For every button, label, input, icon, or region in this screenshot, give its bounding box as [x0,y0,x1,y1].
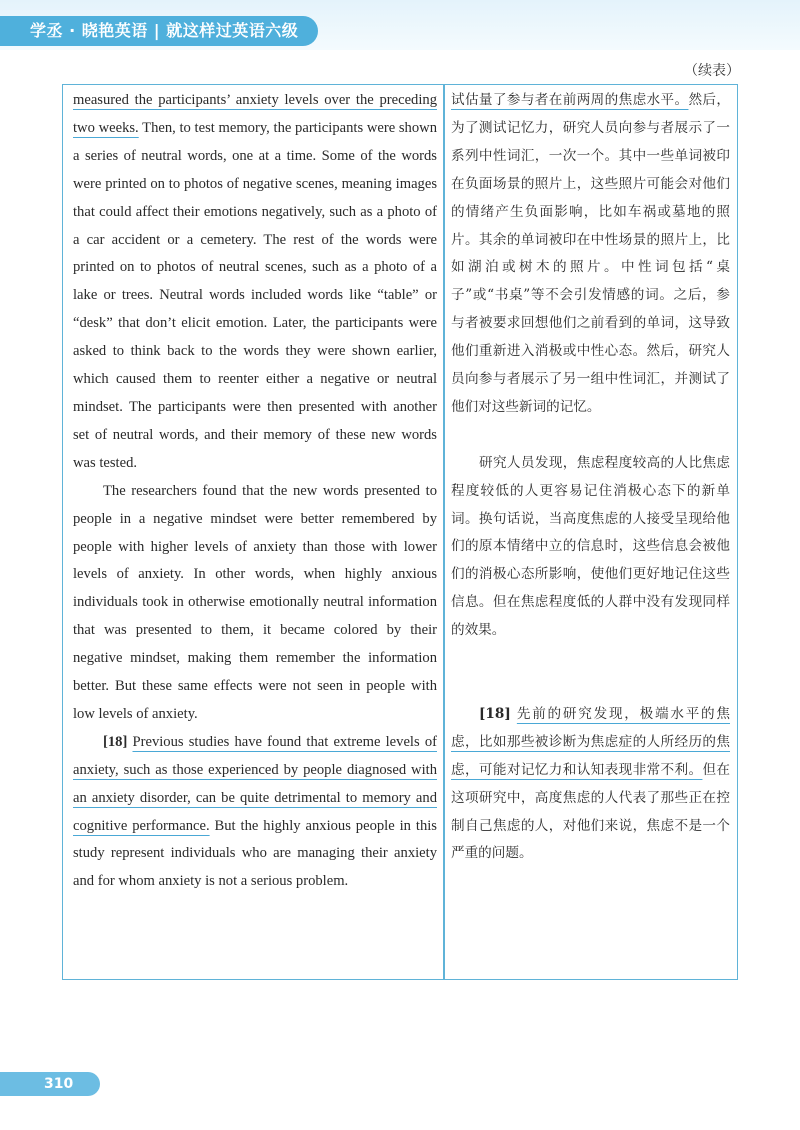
page-number: 310 [0,1072,100,1096]
english-underlined-sentence: Previous studies have found that extreme levels of anxiety, such as those experienced by people diagnosed with an anxiety disorder, can be quite detrimental to memory and cognitive performance. [73,733,437,834]
question-number: [18] [479,705,511,722]
chinese-text: 然后，为了测试记忆力，研究人员向参与者展示了一系列中性词汇，一次一个。其中一些单词被印在负面场景的照片上，这些照片可能会对他们的情绪产生负面影响，比如车祸或墓地的照片。其余的单词被印在中性场景的照片上，比如湖泊或树木的照片。中性词包括“桌子”或“书桌”等不会引发情感的词。之后，参与者被要求回想他们之前看到的单词，这导致他们重新进入消极或中性心态。然后，研究人员向参与者展示了另一组中性词汇，并测试了他们对这些新词的记忆。 [451,92,730,415]
chinese-underlined-sentence: 试估量了参与者在前两周的焦虑水平。 [451,92,689,108]
chinese-paragraph-2: 研究人员发现，焦虑程度较高的人比焦虑程度较低的人更容易记住消极心态下的新单词。换句话说，当高度焦虑的人接受呈现给他们的原本情绪中立的信息时，这些信息会被他们的消极心态所影响，使他们更好地记住这些信息。但在焦虑程度低的人群中没有发现同样的效果。 [451,454,730,639]
continued-label: （续表） [684,63,740,79]
paragraph-gap [451,673,730,701]
column-divider [443,84,445,980]
chinese-column [451,87,730,868]
chinese-underlined-sentence: 先前的研究发现，极端水平的焦虑，比如那些被诊断为焦虑症的人所经历的焦虑，可能对记忆力和认知表现非常不利。 [451,705,730,778]
paragraph-gap [451,645,730,673]
english-paragraph-1 [73,87,437,478]
chinese-paragraph-3 [451,701,730,868]
english-paragraph-2: The researchers found that the new words presented to people in a negative mindset were better remembered by people with higher levels of anxiety than those with lower levels of anxiety. In other words, when highly anxious individuals took in otherwise emotionally neutral information that was presented to them, it became colored by their negative mindset, making them remember the information better. But these same effects were not seen in people with low levels of anxiety. [73,482,437,722]
paragraph-gap [451,422,730,450]
english-paragraph-3 [73,729,437,896]
english-underlined-sentence: measured the participants’ anxiety levels over the preceding two weeks. [73,92,437,136]
chinese-text: 但在这项研究中，高度焦虑的人代表了那些正在控制自己焦虑的人，对他们来说，焦虑不是一个严重的问题。 [451,761,730,862]
english-text: Then, to test memory, the participants were shown a series of neutral words, one at a time. Some of the words were printed on to photos of negative scenes, meaning images that could affect their emotions negatively, such as a photo of a car accident or a cemetery. The rest of the words were printed on to photos of neutral scenes, such as a photo of a lake or trees. Neutral words included words like “table” or “desk” that don’t elicit emotion. Later, the participants were asked to think back to the words they were shown earlier, which caused them to reenter either a negative or neutral mindset. The participants were then presented with another set of neutral words, and their memory of these new words was tested. [73,119,437,471]
book-title-tab: 学丞 · 晓艳英语 | 就这样过英语六级 [0,16,318,46]
english-column [73,87,437,896]
english-text: But the highly anxious people in this study represent individuals who are managing their anxiety and for whom anxiety is not a serious problem. [73,817,437,890]
question-number: [18] [103,733,128,750]
chinese-paragraph-1 [451,87,730,422]
